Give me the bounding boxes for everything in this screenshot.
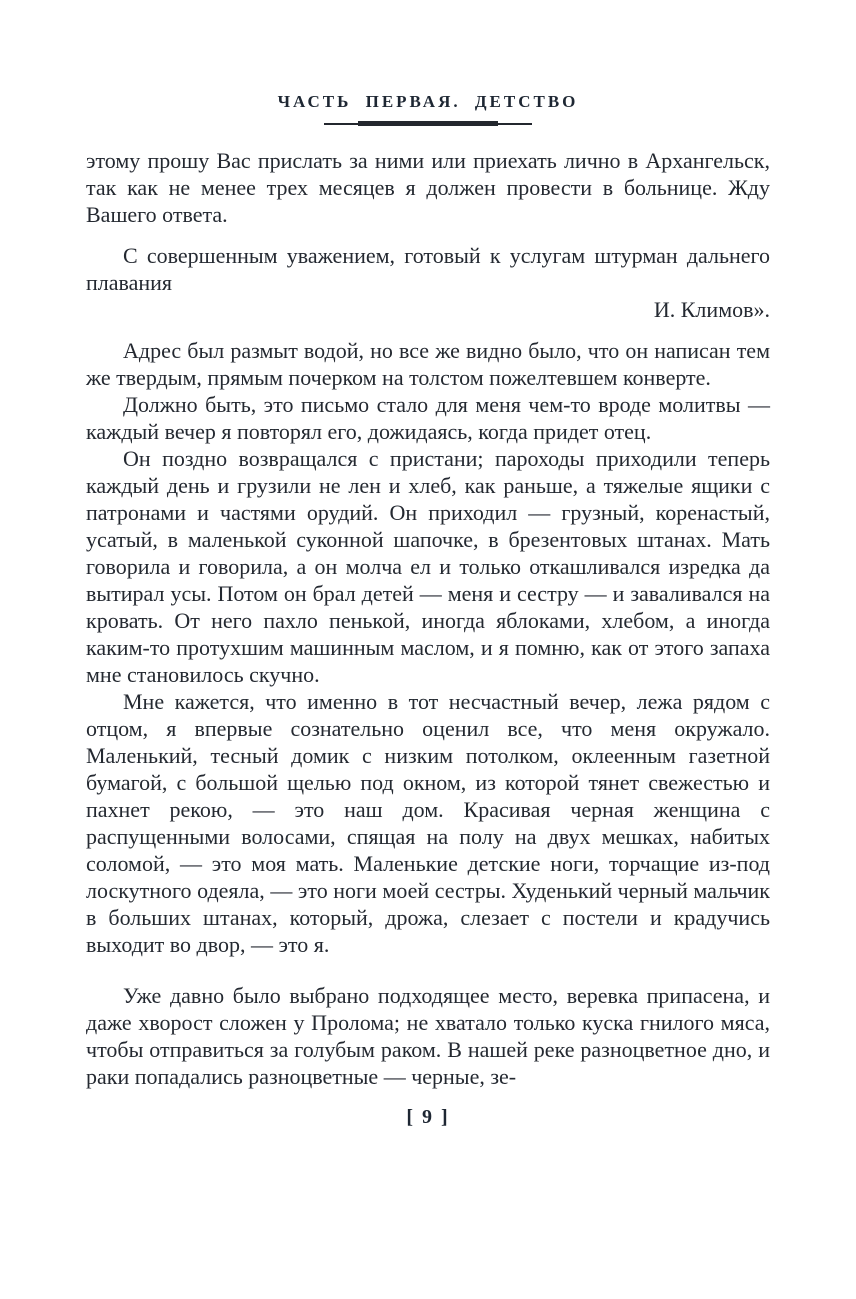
paragraph-narrative-3: Он поздно возвращался с пристани; пароходы приходили теперь каждый день и грузили не лен и хлеб, как раньше, а тяжелые ящики с патронами и частями орудий. Он приходил — грузный, коренастый, усатый, в маленькой суконной шапочке, в брезентовых штанах. Мать говорила и говорила, а он молча ел и только откашливался изредка да вытирал усы. Потом он брал детей — меня и сестру — и заваливался на кровать. От него пахло пенькой, иногда яблоками, хлебом, а иногда каким-то протухшим машинным маслом, и я помню, как от этого запаха мне становилось скучно. [86,446,770,687]
page-text [86,147,770,1090]
header-rule-ornament [324,121,532,127]
paragraph-letter-continuation: этому прошу Вас прислать за ними или приехать лично в Архангельск, так как не менее трех месяцев я должен провести в больнице. Жду Вашего ответа. [86,148,770,227]
chapter-header: ЧАСТЬ ПЕРВАЯ. ДЕТСТВО [277,92,579,111]
paragraph-narrative-4: Мне кажется, что именно в тот несчастный вечер, лежа рядом с отцом, я впервые сознательно оценил все, что меня окружало. Маленький, тесный домик с низким потолком, оклеенным газетной бумагой, с большой щелью под окном, из которой тянет свежестью и пахнет рекою, — это наш дом. Красивая черная женщина с распущенными волосами, спящая на полу на двух мешках, набитых соломой, — это моя мать. Маленькие детские ноги, торчащие из-под лоскутного одеяла, — это ноги моей сестры. Худенький черный мальчик в больших штанах, который, дрожа, слезает с постели и крадучись выходит во двор, — это я. [86,689,770,957]
page-number: [ 9 ] [406,1106,450,1128]
rule-thick-segment [358,121,498,126]
paragraph-letter-signature: И. Климов». [653,297,770,322]
paragraph-narrative-2: Должно быть, это письмо стало для меня чем-то вроде молитвы — каждый вечер я повторял его, дожидаясь, когда придет отец. [86,392,770,444]
paragraph-narrative-1: Адрес был размыт водой, но все же видно было, что он написан тем же твердым, прямым почерком на толстом пожелтевшем конверте. [86,338,770,390]
paragraph-narrative-new-section: Уже давно было выбрано подходящее место, веревка припасена, и даже хворост сложен у Пролома; не хватало только куска гнилого мяса, чтобы отправиться за голубым раком. В нашей реке разноцветное дно, и раки попадались разноцветные — черные, зе- [86,983,770,1089]
paragraph-letter-closing: С совершенным уважением, готовый к услугам штурман дальнего плавания [86,243,770,295]
